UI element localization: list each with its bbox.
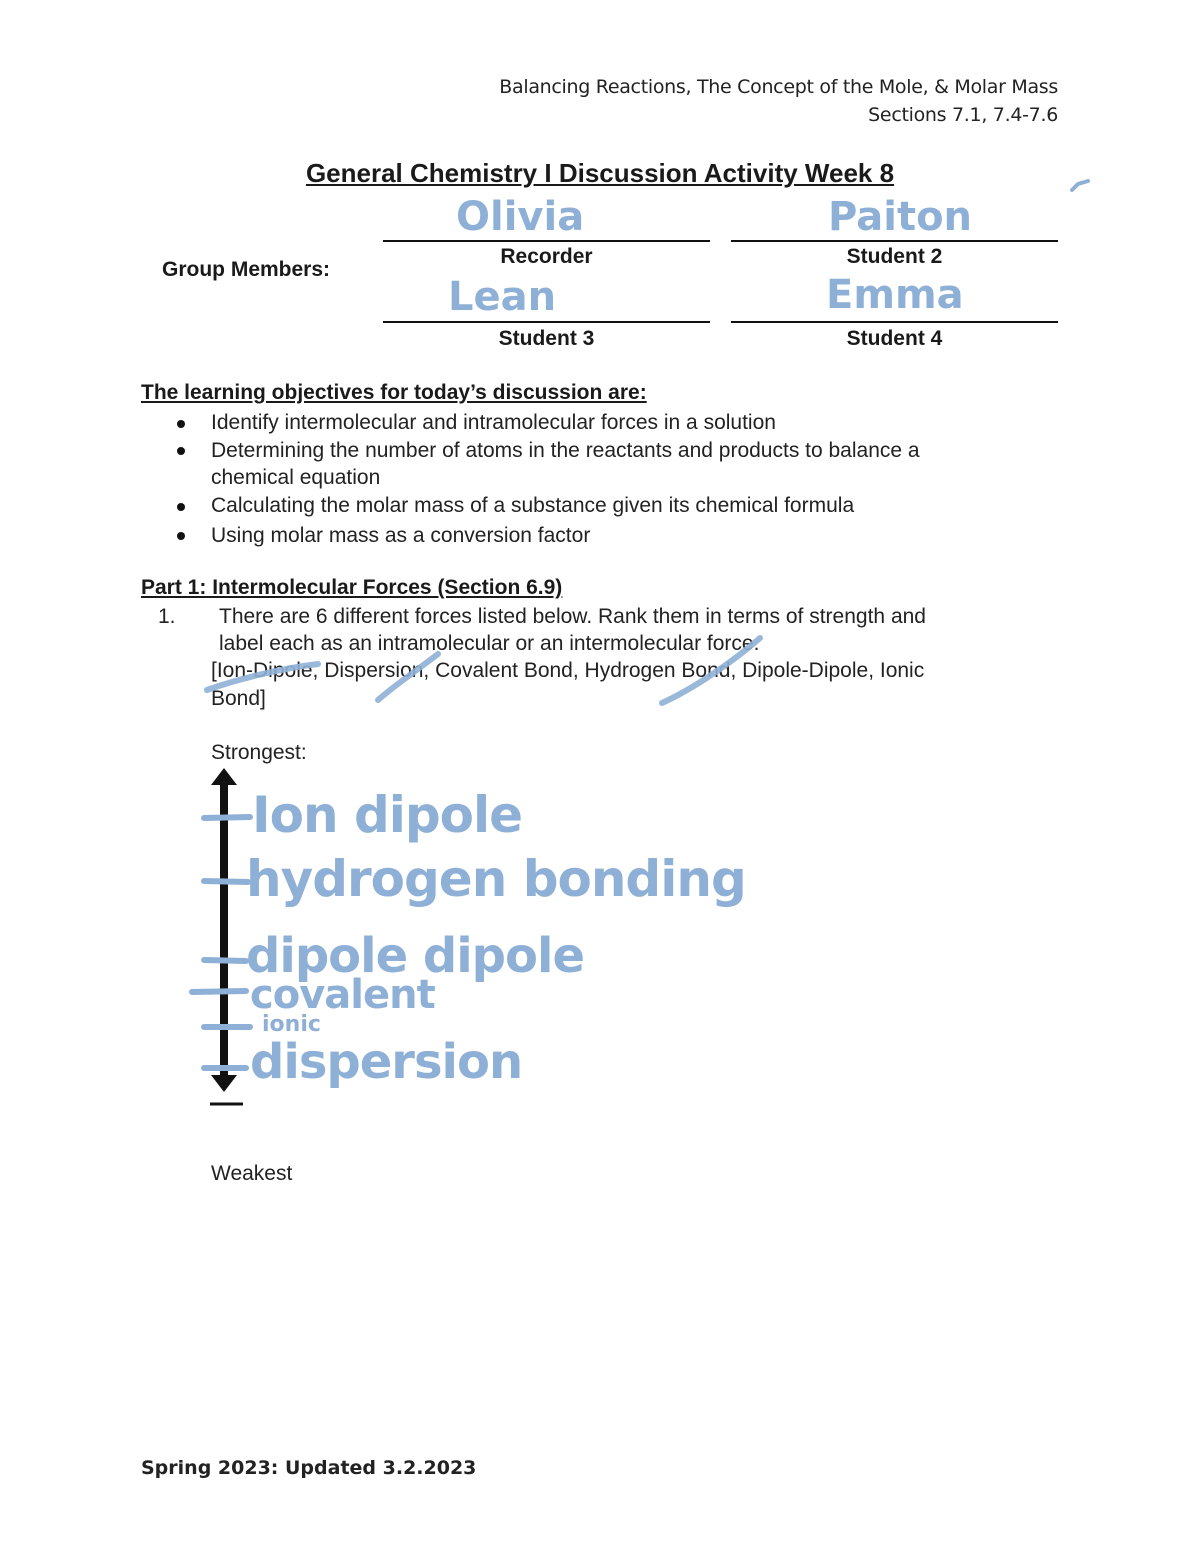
handwritten-name-student3: Lean xyxy=(448,274,557,320)
role-student2: Student 2 xyxy=(846,245,943,268)
page-title: General Chemistry I Discussion Activity Week 8 xyxy=(305,158,895,188)
header-doc-title: Balancing Reactions, The Concept of the Mole, & Molar Mass xyxy=(499,76,1058,98)
objective-item: Identify intermolecular and intramolecular forces in a solution xyxy=(211,411,776,434)
strike-dispersion xyxy=(378,654,438,700)
header-sections: Sections 7.1, 7.4-7.6 xyxy=(868,104,1058,126)
handwritten-rank-6: dispersion xyxy=(250,1034,523,1090)
part1-heading: Part 1: Intermolecular Forces (Section 6.9) xyxy=(141,576,563,599)
question-text-line: There are 6 different forces listed below. Rank them in terms of strength and xyxy=(219,605,926,628)
strongest-label: Strongest: xyxy=(211,741,307,764)
weakest-label: Weakest xyxy=(211,1162,293,1185)
footer-updated: Spring 2023: Updated 3.2.2023 xyxy=(141,1457,477,1479)
handwritten-name-student2: Paiton xyxy=(828,194,973,240)
handwritten-name-recorder: Olivia xyxy=(456,194,585,240)
objective-item: Using molar mass as a conversion factor xyxy=(211,524,591,547)
role-student3: Student 3 xyxy=(498,327,595,350)
group-members-label: Group Members: xyxy=(162,258,331,281)
pen-mark xyxy=(1072,181,1088,190)
question-number: 1. xyxy=(158,605,176,628)
handwritten-rank-1: Ion dipole xyxy=(252,786,523,844)
force-list-line: [Ion-Dipole, Dispersion, Covalent Bond, Hydrogen Bond, Dipole-Dipole, Ionic xyxy=(211,659,925,682)
handwritten-rank-2: hydrogen bonding xyxy=(246,850,746,908)
role-student4: Student 4 xyxy=(846,327,943,350)
handwritten-name-student4: Emma xyxy=(826,272,964,318)
handwritten-rank-3: dipole dipole xyxy=(246,928,585,984)
question-text-line: label each as an intramolecular or an intermolecular force. xyxy=(219,632,760,655)
objective-item: Determining the number of atoms in the reactants and products to balance a xyxy=(211,439,920,462)
strike-hydrogen-bond xyxy=(662,638,760,703)
objectives-heading: The learning objectives for today’s discussion are: xyxy=(141,381,647,404)
handwritten-rank-5: ionic xyxy=(262,1012,321,1037)
force-list-line: Bond] xyxy=(211,687,266,710)
objective-item-continuation: chemical equation xyxy=(211,466,381,489)
objective-item: Calculating the molar mass of a substance given its chemical formula xyxy=(211,494,855,517)
role-recorder: Recorder xyxy=(500,245,593,268)
strike-ion-dipole xyxy=(207,664,318,690)
handwritten-rank-4: covalent xyxy=(250,972,435,1018)
